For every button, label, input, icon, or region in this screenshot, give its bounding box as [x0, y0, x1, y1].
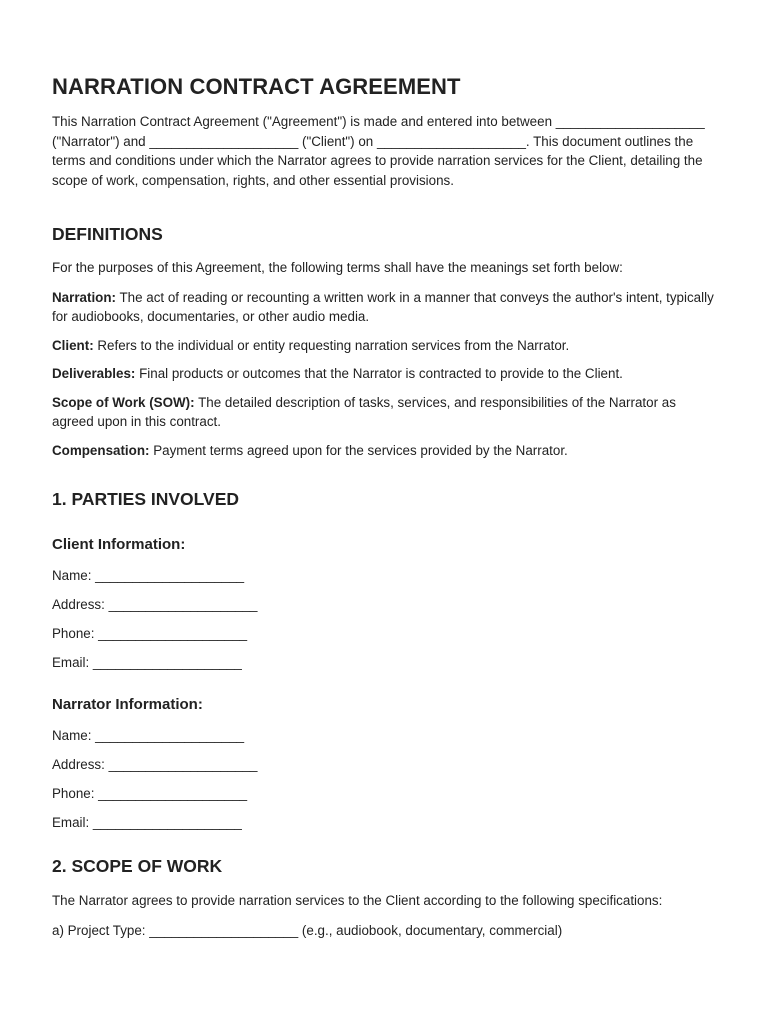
client-phone-field: Phone: ____________________: [52, 626, 248, 641]
client-email-field: Email: ____________________: [52, 655, 242, 670]
definition-text: Final products or outcomes that the Narrator is contracted to provide to the Client.: [135, 366, 623, 381]
narrator-name-field: Name: ____________________: [52, 727, 245, 743]
definition-text: The act of reading or recounting a written work in a manner that conveys the author's intent, typically for audiobooks, documentaries, or other audio media.: [52, 289, 714, 324]
client-address-field: Address: ____________________: [52, 597, 258, 612]
narrator-phone-field: Phone: ____________________: [52, 785, 248, 801]
definition-term: Narration:: [52, 289, 116, 305]
definition-client: [52, 336, 718, 356]
definitions-heading: DEFINITIONS: [52, 224, 163, 244]
definition-term: Deliverables:: [52, 366, 136, 381]
document-title: NARRATION CONTRACT AGREEMENT: [52, 74, 461, 99]
scope-item-project-type: a) Project Type: ____________________ (e.g., audiobook, documentary, commercial): [52, 922, 563, 938]
scope-lead: The Narrator agrees to provide narration services to the Client according to the following specifications:: [52, 893, 663, 908]
client-name-field: Name: ____________________: [52, 568, 245, 583]
client-info-heading: Client Information:: [52, 536, 186, 553]
definition-text: Payment terms agreed upon for the services provided by the Narrator.: [149, 442, 568, 458]
narrator-email-field: Email: ____________________: [52, 814, 242, 830]
definition-sow: [52, 393, 718, 432]
narrator-info-heading: Narrator Information:: [52, 695, 203, 713]
definition-term: Scope of Work (SOW):: [52, 394, 195, 410]
parties-heading: 1. PARTIES INVOLVED: [52, 489, 240, 509]
intro-paragraph: This Narration Contract Agreement ("Agreement") is made and entered into between ____________________ ("Narrator") and ____________________ ("Client") on ____________________. This document outlines the terms and conditions under which the Narrator agrees to provide narration services for the Client, detailing the scope of work, compensation, rights, and other essential provisions.: [52, 114, 705, 188]
definition-compensation: [52, 441, 718, 461]
definition-term: Compensation:: [52, 442, 150, 458]
definition-deliverables: [52, 364, 718, 384]
definition-term: Client:: [52, 337, 94, 353]
definitions-lead: For the purposes of this Agreement, the following terms shall have the meanings set forth below:: [52, 260, 623, 275]
definition-narration: [52, 288, 718, 327]
definition-text: Refers to the individual or entity requesting narration services from the Narrator.: [93, 337, 570, 353]
narrator-address-field: Address: ____________________: [52, 756, 258, 772]
definition-text: The detailed description of tasks, services, and responsibilities of the Narrator as agreed upon in this contract.: [52, 394, 676, 429]
scope-heading: 2. SCOPE OF WORK: [52, 856, 223, 876]
